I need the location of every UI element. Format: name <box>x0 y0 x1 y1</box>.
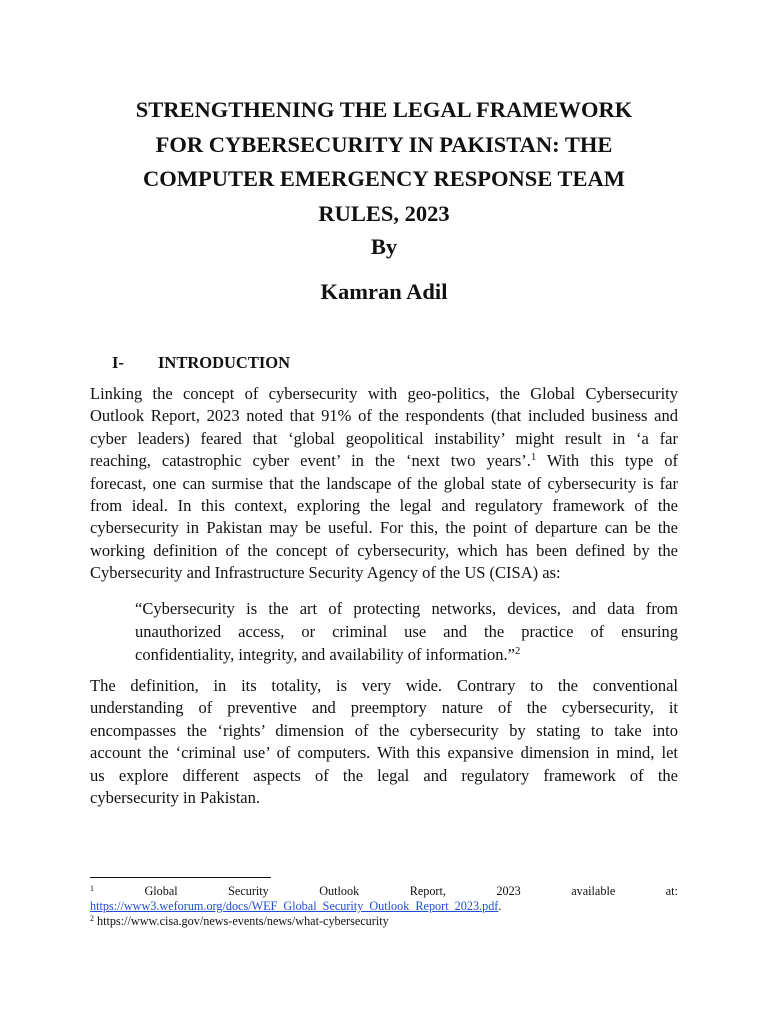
paragraph-line: Cybersecurity and Infrastructure Security Agency of the US (CISA) as: <box>90 563 561 583</box>
footnote-word: Report, <box>409 884 446 898</box>
paragraph-line: The definition, in its totality, is very wide. Contrary to the conventional <box>90 676 678 695</box>
footnote-number: 1 <box>90 884 94 893</box>
block-quote <box>135 597 678 666</box>
title-line: RULES, 2023 <box>318 200 450 226</box>
paragraph-line: cybersecurity in Pakistan. <box>90 788 260 808</box>
footnote-link[interactable]: https://www3.weforum.org/docs/WEF_Global_Security_Outlook_Report_2023.pdf <box>90 899 499 913</box>
title-line: STRENGTHENING THE LEGAL FRAMEWORK <box>135 97 633 122</box>
line-text-tail: With this type of <box>536 451 678 471</box>
footnote-2 <box>90 914 678 929</box>
paragraph-line: Outlook Report, 2023 noted that 91% of the respondents (that included business and <box>90 406 678 426</box>
footnote-1-line <box>90 884 678 899</box>
paragraph-line: cybersecurity in Pakistan may be useful. For this, the point of departure can be the <box>90 518 678 538</box>
section-title: INTRODUCTION <box>158 353 291 372</box>
paragraph-line: Linking the concept of cybersecurity with geo-politics, the Global Cybersecurity <box>90 384 678 403</box>
paragraph-line: account the ‘criminal use’ of computers. With this expansive dimension in mind, let <box>90 743 678 763</box>
line-text: reaching, catastrophic cyber event’ in the ‘next two years’. <box>90 451 531 471</box>
footnote-word: at: <box>665 884 678 898</box>
line-text: confidentiality, integrity, and availability of information.” <box>135 645 515 664</box>
footnote-word: Global <box>144 884 178 898</box>
section-heading <box>112 352 290 374</box>
quote-line <box>135 643 678 666</box>
section-number: I- <box>112 353 124 372</box>
paragraph-line: us explore different aspects of the legal and regulatory framework of the <box>90 765 678 785</box>
paragraph-line: from ideal. In this context, exploring the legal and regulatory framework of the <box>90 496 678 516</box>
footnote-word: Security <box>228 884 269 898</box>
paragraph-introduction <box>90 383 678 585</box>
footnote-separator <box>90 877 271 878</box>
paragraph-line: encompasses the ‘rights’ dimension of the cybersecurity by stating to take into <box>90 720 678 740</box>
footnote-url: https://www.cisa.gov/news-events/news/what-cybersecurity <box>94 914 389 928</box>
footnote-word: Outlook <box>319 884 360 898</box>
footnote-link-tail: . <box>498 899 502 913</box>
paragraph-line: cyber leaders) feared that ‘global geopolitical instability’ might result in ‘a far <box>90 428 678 448</box>
footnote-ref-1[interactable]: 1 <box>530 452 537 464</box>
footnote-marker <box>90 884 94 899</box>
paragraph-line: working definition of the concept of cybersecurity, which has been defined by the <box>90 540 678 560</box>
footnote-number: 2 <box>90 914 94 923</box>
author-name: Kamran Adil <box>320 279 448 304</box>
paragraph-line <box>90 450 678 472</box>
footnote-ref-2[interactable]: 2 <box>515 646 521 657</box>
title-line: FOR CYBERSECURITY IN PAKISTAN: THE <box>155 131 613 157</box>
footnote-1 <box>90 884 678 914</box>
footnote-word: available <box>571 884 616 898</box>
quote-line: unauthorized access, or criminal use and the practice of ensuring <box>135 622 678 641</box>
paragraph-line: forecast, one can surmise that the landscape of the global state of cybersecurity is far <box>90 473 678 493</box>
document-title <box>90 93 678 231</box>
footnote-word: 2023 <box>496 884 521 898</box>
paragraph-line: understanding of preventive and preemptory nature of the cybersecurity, it <box>90 698 678 718</box>
quote-line: “Cybersecurity is the art of protecting networks, devices, and data from <box>135 599 678 618</box>
footnote-1-link-line <box>90 899 678 914</box>
paragraph-definition <box>90 675 678 809</box>
byline-by: By <box>370 234 398 259</box>
title-line: COMPUTER EMERGENCY RESPONSE TEAM <box>143 166 625 191</box>
